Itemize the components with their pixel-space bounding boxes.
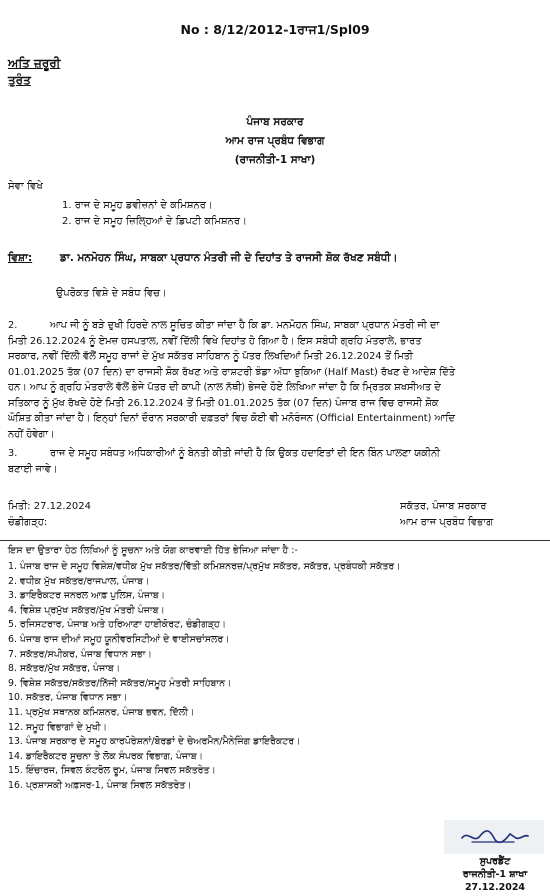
paragraph-2-line: 2. ਆਪ ਜੀ ਨੂੰ ਬੜੇ ਦੁਖੀ ਹਿਰਦੇ ਨਾਲ ਸੂਚਿਤ ਕੀਤਾ ਜਾਂਦਾ ਹੈ ਕਿ ਡਾ. ਮਨਮੋਹਨ ਸਿੰਘ, ਸਾਬਕਾ ਪ੍ਰਧਾਨ ਮੰਤਰੀ ਜੀ ਦਾ: [8, 318, 540, 334]
address-line-2: 2. ਰਾਜ ਦੇ ਸਮੂਹ ਜ਼ਿਲ੍ਹਿਆਂ ਦੇ ਡਿਪਟੀ ਕਮਿਸ਼ਨਰ।: [62, 216, 247, 227]
paragraph-2-line: ਸਰਕਾਰ, ਨਵੀਂ ਦਿੱਲੀ ਵੱਲੋਂ ਸਮੂਹ ਰਾਜਾਂ ਦੇ ਮੁੱਖ ਸਕੱਤਰ ਸਾਹਿਬਾਨ ਨੂੰ ਪੱਤਰ ਲਿਖਦਿਆਂ ਮਿਤੀ 26.12.2024 ਤੋਂ ਮਿਤੀ: [8, 351, 413, 362]
divider: [0, 540, 550, 541]
issue-date: ਮਿਤੀ: 27.12.2024: [8, 501, 92, 512]
branch-name: (ਰਾਜਨੀਤੀ-1 ਸਾਖਾ): [234, 154, 316, 166]
list-item: 14. ਡਾਇਰੈਕਟਰ ਸੂਚਨਾ ਤੇ ਲੋਕ ਸੰਪਰਕ ਵਿਭਾਗ, ਪੰਜਾਬ।: [8, 750, 203, 762]
secretary-department: ਆਮ ਰਾਜ ਪ੍ਰਬੰਧ ਵਿਭਾਗ: [400, 517, 494, 528]
list-item: 11. ਪ੍ਰਮੁੱਖ ਸਥਾਨਕ ਕਮਿਸ਼ਨਰ, ਪੰਜਾਬ ਭਵਨ, ਦਿੱਲੀ।: [8, 706, 195, 718]
list-item: 10. ਸਕੱਤਰ, ਪੰਜਾਬ ਵਿਧਾਨ ਸਭਾ।: [8, 692, 128, 704]
list-item: 1. ਪੰਜਾਬ ਰਾਜ ਦੇ ਸਮੂਹ ਵਿਸ਼ੇਸ਼/ਵਧੀਕ ਮੁੱਖ ਸਕੱਤਰ/ਵਿੱਤੀ ਕਮਿਸ਼ਨਰਜ਼/ਪ੍ਰਮੁੱਖ ਸਕੱਤਰ, ਸਕੱਤਰ, ਪ੍ਰਬੰਧਕੀ ਸਕੱਤਰ।: [8, 561, 401, 572]
addressed-to: ਸੇਵਾ ਵਿਖੇ: [8, 181, 43, 192]
copy-intro: ਇਸ ਦਾ ਉਤਾਰਾ ਹੇਠ ਲਿਖਿਆਂ ਨੂੰ ਸੂਚਨਾ ਅਤੇ ਯੋਗ ਕਾਰਵਾਈ ਹਿੱਤ ਭੇਜਿਆ ਜਾਂਦਾ ਹੈ :-: [8, 545, 298, 556]
list-item: 16. ਪ੍ਰਸ਼ਾਸਕੀ ਅਫ਼ਸਰ-1, ਪੰਜਾਬ ਸਿਵਲ ਸਕੱਤਰੇਤ।: [8, 779, 192, 791]
urgent-label: ਅਤਿ ਜ਼ਰੂਰੀ: [8, 56, 61, 70]
paragraph-2: [8, 318, 540, 442]
paragraph-2-line: ਹਨ। ਆਪ ਨੂੰ ਗ੍ਰਹਿ ਮੰਤਰਾਲੇ ਵੱਲੋਂ ਭੇਜੇ ਪੱਤਰ ਦੀ ਕਾਪੀ (ਨਾਲ ਨੱਥੀ) ਭੇਜਦੇ ਹੋਏ ਲਿਖਿਆ ਜਾਂਦਾ ਹੈ ਕਿ ਮ੍ਰਿਤਕ ਸ਼ਖਸੀਅਤ ਦੇ: [8, 382, 441, 393]
address-line-1: 1. ਰਾਜ ਦੇ ਸਮੂਹ ਡਵੀਜ਼ਨਾਂ ਦੇ ਕਮਿਸ਼ਨਰ।: [62, 200, 213, 211]
department-name: ਆਮ ਰਾਜ ਪ੍ਰਬੰਧ ਵਿਭਾਗ: [225, 135, 325, 147]
superintendent-branch: ਰਾਜਨੀਤੀ-1 ਸ਼ਾਖਾ: [462, 869, 528, 880]
reference-number: No : 8/12/2012-1ਰਾਜ1/Spl09: [180, 22, 370, 37]
secretary-title: ਸਕੱਤਰ, ਪੰਜਾਬ ਸਰਕਾਰ: [400, 501, 487, 512]
list-item: 2. ਵਧੀਕ ਮੁੱਖ ਸਕੱਤਰ/ਰਾਜਪਾਲ, ਪੰਜਾਬ।: [8, 575, 150, 587]
list-item: 4. ਵਿਸ਼ੇਸ਼ ਪ੍ਰਮੁੱਖ ਸਕੱਤਰ/ਮੁੱਖ ਮੰਤਰੀ ਪੰਜਾਬ।: [8, 604, 165, 616]
paragraph-3-number: 3.: [8, 448, 18, 459]
immediate-label: ਤੁਰੰਤ: [8, 73, 31, 87]
signature: [444, 820, 544, 854]
paragraph-2-number: 2.: [8, 320, 18, 331]
paragraph-2-line: 01.01.2025 ਤੱਕ (07 ਦਿਨ) ਦਾ ਰਾਜਸੀ ਸ਼ੋਕ ਰੱਖਣ ਅਤੇ ਰਾਸ਼ਟਰੀ ਝੰਡਾ ਅੱਧਾ ਝੁਕਿਆ (Half Mast) ਰੱਖਣ ਦੇ ਆਦੇਸ਼ ਦਿੱਤੇ: [8, 366, 455, 378]
issue-place: ਚੰਡੀਗੜ੍ਹ:: [8, 517, 48, 528]
list-item: 7. ਸਕੱਤਰ/ਸਪੀਕਰ, ਪੰਜਾਬ ਵਿਧਾਨ ਸਭਾ।: [8, 648, 152, 660]
paragraph-3-line: ਬਣਾਈ ਜਾਵੇ।: [8, 463, 58, 475]
paragraph-2-line: ਘੋਸ਼ਿਤ ਕੀਤਾ ਜਾਂਦਾ ਹੈ। ਇਨ੍ਹਾਂ ਦਿਨਾਂ ਦੌਰਾਨ ਸਰਕਾਰੀ ਦਫ਼ਤਰਾਂ ਵਿਚ ਕੋਈ ਵੀ ਮਨੋਰੰਜਨ (Official Entertainment) ਆਦਿ: [8, 413, 455, 424]
list-item: 12. ਸਮੂਹ ਵਿਭਾਗਾਂ ਦੇ ਮੁਖੀ।: [8, 721, 107, 733]
paragraph-3-line: 3. ਰਾਜ ਦੇ ਸਮੂਹ ਸਬੰਧਤ ਅਧਿਕਾਰੀਆਂ ਨੂੰ ਬੇਨਤੀ ਕੀਤੀ ਜਾਂਦੀ ਹੈ ਕਿ ਉਕਤ ਹਦਾਇਤਾਂ ਦੀ ਇਨ ਬਿੰਨ ਪਾਲਣਾ ਯਕੀਨੀ: [8, 446, 540, 462]
paragraph-3: [8, 446, 540, 477]
copy-recipient-list: [8, 560, 548, 794]
list-item: 15. ਇੰਚਾਰਜ, ਸਿਵਲ ਕੰਟਰੋਲ ਰੂਮ, ਪੰਜਾਬ ਸਿਵਲ ਸਕੱਤਰੇਤ।: [8, 765, 216, 777]
subject-label: ਵਿਸ਼ਾ:: [8, 252, 33, 264]
paragraph-2-line: ਮਿਤੀ 26.12.2024 ਨੂੰ ਏਮਜ਼ ਹਸਪਤਾਲ, ਨਵੀਂ ਦਿੱਲੀ ਵਿਖੇ ਦਿਹਾਂਤ ਹੋ ਗਿਆ ਹੈ। ਇਸ ਸਬੰਧੀ ਗ੍ਰਹਿ ਮੰਤਰਾਲੇ, ਭਾਰਤ: [8, 335, 422, 347]
list-item: 8. ਸਕੱਤਰ/ਮੁੱਖ ਸਕੱਤਰ, ਪੰਜਾਬ।: [8, 663, 121, 675]
list-item: 13. ਪੰਜਾਬ ਸਰਕਾਰ ਦੇ ਸਮੂਹ ਕਾਰਪੋਰੇਸ਼ਨਾਂ/ਬੋਰਡਾਂ ਦੇ ਚੇਅਰਮੈਨ/ਮੈਨੇਜਿੰਗ ਡਾਇਰੈਕਟਰ।: [8, 736, 301, 748]
intro-line: ਉਪਰੋਕਤ ਵਿਸ਼ੇ ਦੇ ਸਬੰਧ ਵਿਚ।: [56, 288, 167, 299]
list-item: 6. ਪੰਜਾਬ ਰਾਜ ਦੀਆਂ ਸਮੂਹ ਯੂਨੀਵਰਸਿਟੀਆਂ ਦੇ ਵਾਈਸਚਾਂਸਲਰ।: [8, 633, 230, 645]
list-item: 3. ਡਾਇਰੈਕਟਰ ਜਨਰਲ ਆਫ਼ ਪੁਲਿਸ, ਪੰਜਾਬ।: [8, 590, 165, 602]
superintendent-title: ਸੁਪਰਡੈਂਟ: [479, 856, 511, 867]
paragraph-2-line: ਨਹੀਂ ਹੋਵੇਗਾ।: [8, 428, 55, 440]
list-item: 5. ਰਜਿਸਟਰਾਰ, ਪੰਜਾਬ ਅਤੇ ਹਰਿਆਣਾ ਹਾਈਕੋਰਟ, ਚੰਡੀਗੜ੍ਹ।: [8, 619, 226, 631]
superintendent-date: 27.12.2024: [464, 882, 526, 893]
subject-line: [8, 252, 548, 266]
list-item: 9. ਵਿਸ਼ੇਸ਼ ਸਕੱਤਰ/ਸਕੱਤਰ/ਨਿੱਜੀ ਸਕੱਤਰ/ਸਮੂਹ ਮੰਤਰੀ ਸਾਹਿਬਾਨ।: [8, 677, 232, 689]
paragraph-2-line: ਸਤਿਕਾਰ ਨੂੰ ਮੁੱਖ ਰੱਖਦੇ ਹੋਏ ਮਿਤੀ 26.12.2024 ਤੋਂ ਮਿਤੀ 01.01.2025 ਤੱਕ (07 ਦਿਨ) ਪੰਜਾਬ ਰਾਜ ਵਿਚ ਰਾਜਸੀ ਸ਼ੋਕ: [8, 397, 439, 409]
signature-scribble-icon: [444, 820, 544, 854]
subject-text: ਡਾ. ਮਨਮੋਹਨ ਸਿੰਘ, ਸਾਬਕਾ ਪ੍ਰਧਾਨ ਮੰਤਰੀ ਜੀ ਦੇ ਦਿਹਾਂਤ ਤੇ ਰਾਜਸੀ ਸ਼ੋਕ ਰੱਖਣ ਸਬੰਧੀ।: [60, 252, 398, 264]
government-name: ਪੰਜਾਬ ਸਰਕਾਰ: [246, 116, 304, 128]
